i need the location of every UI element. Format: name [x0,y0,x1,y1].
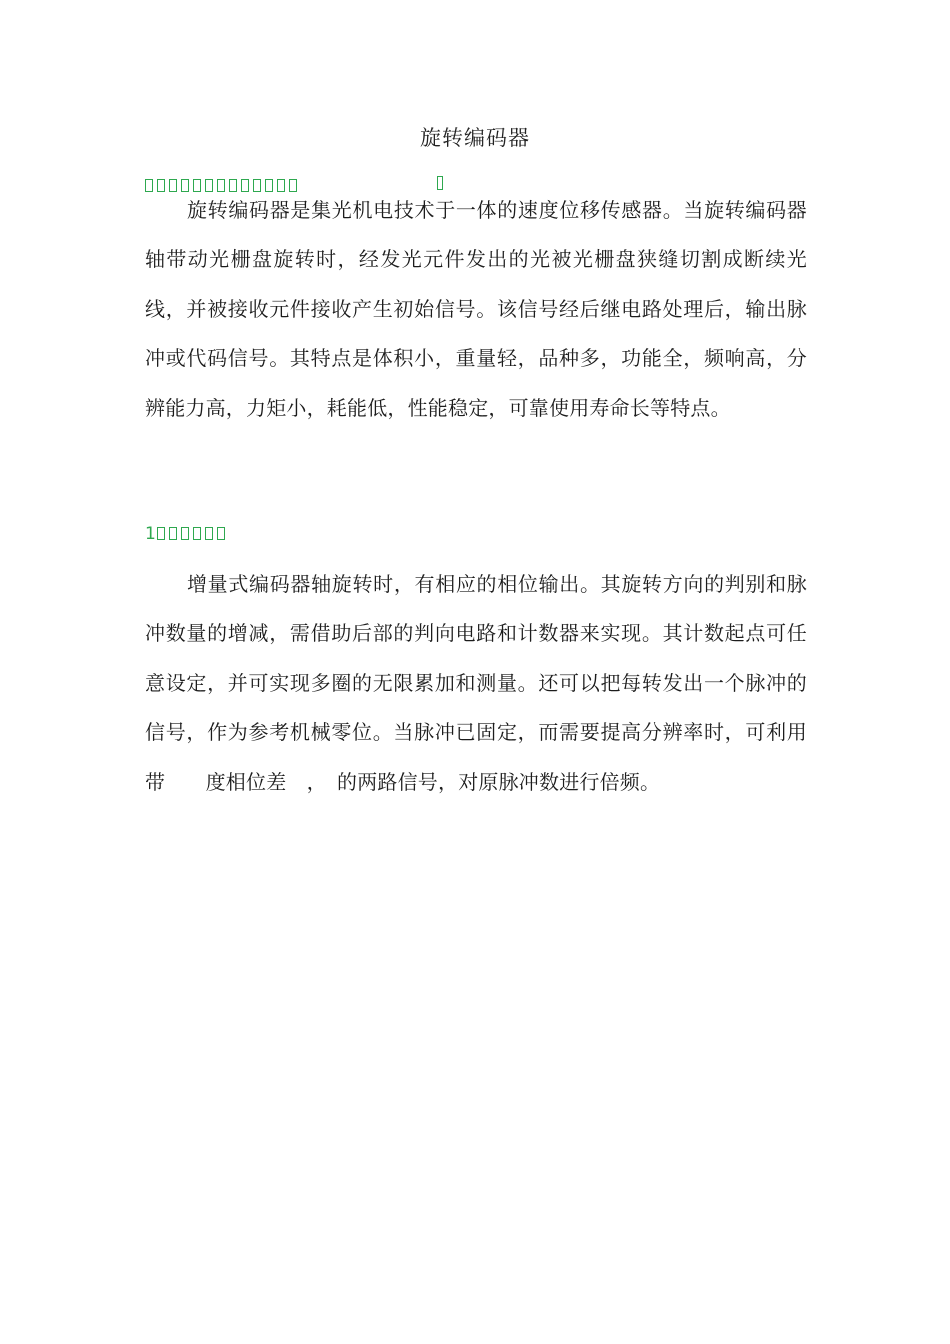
subheading-incremental [145,524,229,544]
document-title: 旋转编码器 [420,126,530,150]
missing-glyph-box [217,527,225,540]
missing-glyph-box [169,527,177,540]
missing-glyph-boxes [157,524,229,543]
missing-glyph-box [205,527,213,540]
paragraph-intro: 旋转编码器是集光机电技术于一体的速度位移传感器。当旋转编码器轴带动光栅盘旋转时，经发光元件发出的光被光栅盘狭缝切割成断续光线，并被接收元件接收产生初始信号。该信号经后继电路处理后，输出脉冲或代码信号。其特点是体积小，重量轻，品种多，功能全，频响高，分辨能力高，力矩小，耗能低，性能稳定，可靠使用寿命长等特点。 [145,198,807,420]
missing-glyph-box [181,527,189,540]
missing-glyph-box [193,527,201,540]
subheading-number: 1 [145,524,156,544]
paragraph-incremental: 增量式编码器轴旋转时，有相应的相位输出。其旋转方向的判别和脉冲数量的增减，需借助后部的判向电路和计数器来实现。其计数起点可任意设定，并可实现多圈的无限累加和测量。还可以把每转发出一个脉冲的 信号，作为参考机械零位。当脉冲已固定，而需要提高分辨率时，可利用带 度相位差 ， 的两路信号，对原脉冲数进行倍频。 [145,572,828,794]
missing-glyph-box [157,527,165,540]
